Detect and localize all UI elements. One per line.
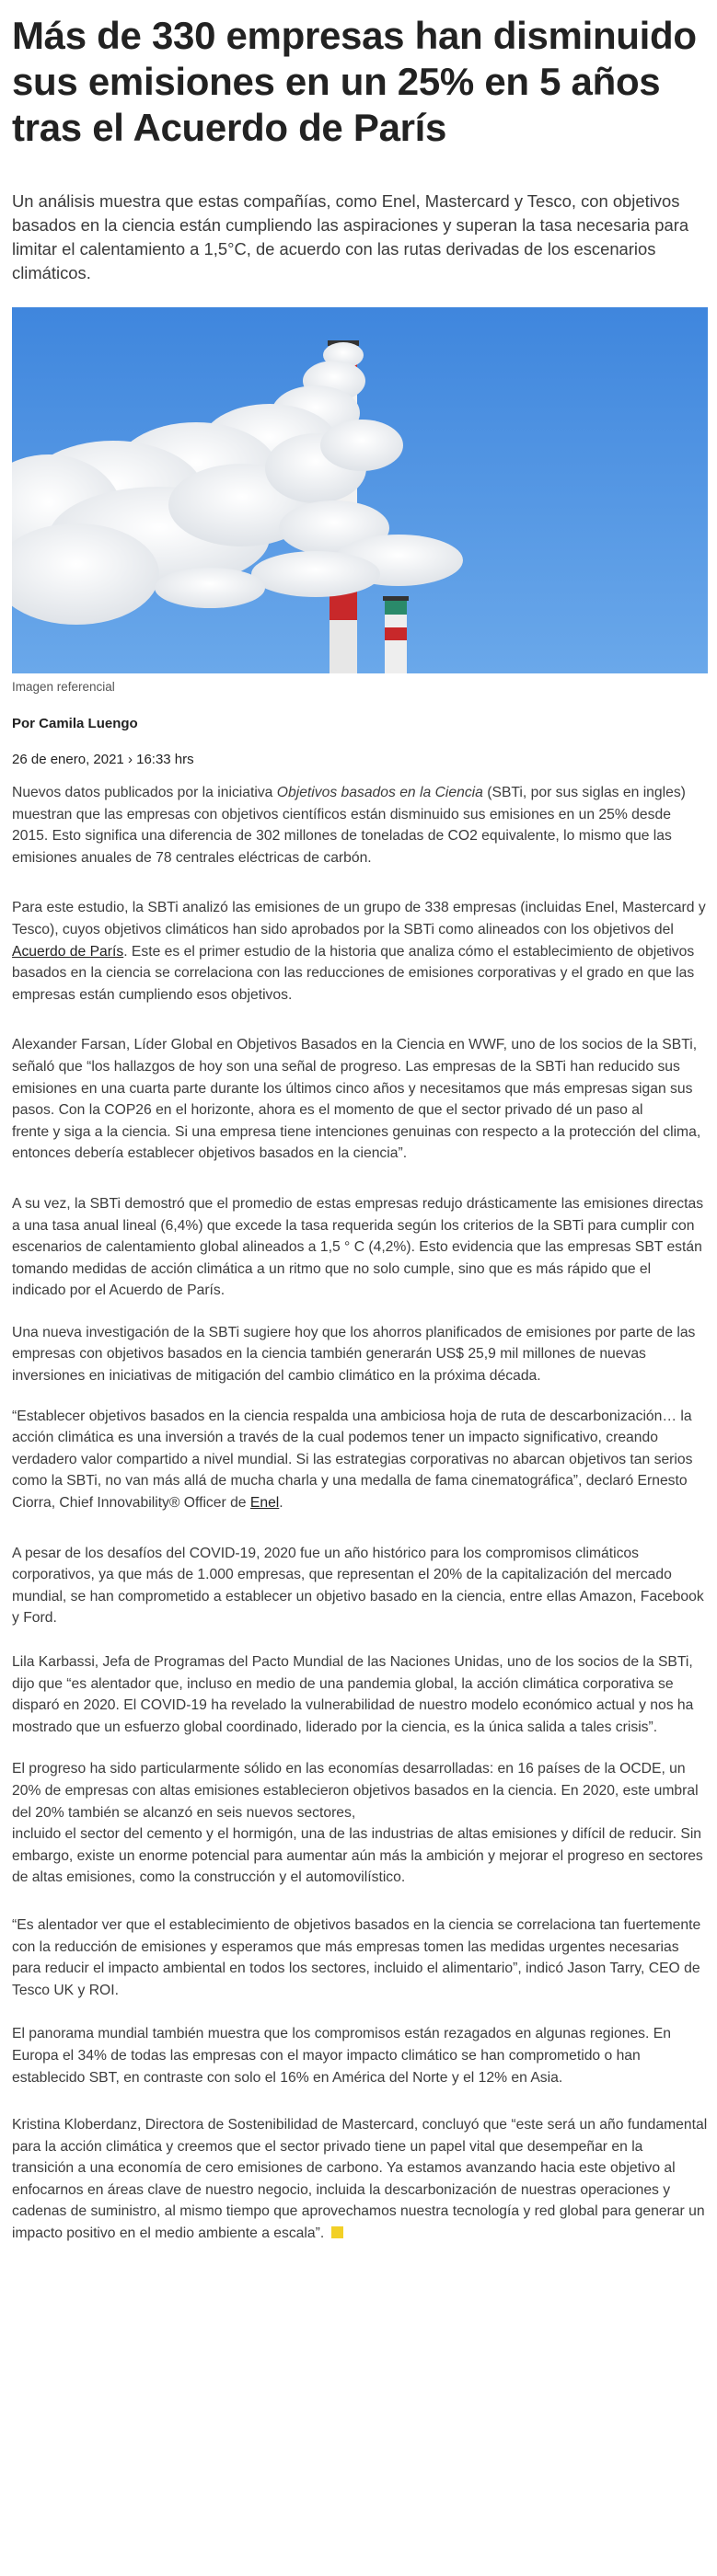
article-title: Más de 330 empresas han disminuido sus emisiones en un 25% en 5 años tras el Acuerdo de París [12, 14, 697, 149]
paragraph: El panorama mundial también muestra que los compromisos están rezagados en algunas regiones. En Europa el 34% de todas las empresas con el mayor impacto climático se han comprometido o han establecido SBT, en contraste con solo el 16% en América del Norte y el 12% en Asia. [12, 2026, 671, 2086]
paragraph: Alexander Farsan, Líder Global en Objetivos Basados en la Ciencia en WWF, uno de los socios de la SBTi, señaló que “los hallazgos de hoy son una señal de progreso. Las empresas de la SBTi han reducido sus emisiones en una cuarta parte durante los últimos cinco años y necesitamos que más empresas sigan sus pasos. Con la COP26 en el horizonte, ahora es el momento de que el sector privado dé un paso al frente y siga a la ciencia. Si una empresa tiene intenciones genuinas con respecto a la protección del clima, entonces debería establecer objetivos basados en la ciencia”. [12, 1037, 701, 1162]
article [0, 13, 717, 2245]
paragraph: “Establecer objetivos basados en la ciencia respalda una ambiciosa hoja de ruta de descarbonización… la acción climática es una inversión a través de la cual podemos tener un impacto significativo, creando verdadero valor compartido a nivel mundial. Si las estrategias corporativas no abarcan objetivos tan serios como la SBTi, no van más allá de mucha charla y una medalla de fama cinematográfica”, declaró Ernesto Ciorra, Chief Innovability® Officer de Enel. [12, 1408, 693, 1512]
acuerdo-de-paris-link[interactable]: Acuerdo de París [12, 943, 124, 960]
article-body [12, 782, 708, 2245]
author-byline: Por Camila Luengo [12, 716, 138, 731]
article-lead: Un análisis muestra que estas compañías, como Enel, Mastercard y Tesco, con objetivos basados en la ciencia están cumpliendo las aspiraciones y superan la tasa necesaria para limitar el calentamiento a 1,5°C, de acuerdo con las rutas derivadas de los escenarios climáticos. [12, 191, 689, 282]
end-of-article-mark [331, 2226, 343, 2238]
paragraph: Kristina Kloberdanz, Directora de Sostenibilidad de Mastercard, concluyó que “este será un año fundamental para la acción climática y creemos que el sector privado tiene un papel vital que desempeñar en la transición a una economía de cero emisiones de carbono. Ya estamos avanzando hacia este objetivo al enfocarnos en áreas clave de nuestro negocio, incluida la descarbonización de nuestras operaciones y cadenas de suministro, al mismo tiempo que aprovechamos nuestra tecnología y red global para generar un impacto positivo en el medio ambiente a escala”. [12, 2117, 708, 2242]
paragraph: Para este estudio, la SBTi analizó las emisiones de un grupo de 338 empresas (incluidas Enel, Mastercard y Tesco), cuyos objetivos climáticos han sido aprobados por la SBTi como alineados con los objetivos del Acuerdo de París. Este es el primer estudio de la historia que analiza cómo el establecimiento de objetivos basados en la ciencia se correlaciona con las reducciones de emisiones corporativas y el grado en que las empresas están cumpliendo esos objetivos. [12, 900, 706, 1003]
enel-link[interactable]: Enel [249, 1495, 280, 1512]
paragraph: El progreso ha sido particularmente sólido en las economías desarrolladas: en 16 países de la OCDE, un 20% de empresas con altas emisiones establecieron objetivos basados en la ciencia. En 2020, este umbral del 20% también se alcanzó en seis nuevos sectores, incluido el sector del cemento y el hormigón, una de las industrias de altas emisiones y difícil de reducir. Sin embargo, existe un enorme potencial para aumentar aún más la ambición y mejorar el progreso en sectores de altas emisiones, como la construcción y el automovilístico. [12, 1761, 703, 1886]
smokestack-illustration [12, 307, 708, 673]
paragraph: A pesar de los desafíos del COVID-19, 2020 fue un año histórico para los compromisos climáticos corporativos, ya que más de 1.000 empresas, que representan el 20% de la capitalización del mercado mundial, se han comprometido a establecer un objetivo basado en la ciencia, entre ellas Amazon, Facebook y Ford. [12, 1545, 704, 1627]
image-caption: Imagen referencial [12, 680, 115, 694]
paragraph: Lila Karbassi, Jefa de Programas del Pacto Mundial de las Naciones Unidas, uno de los socios de la SBTi, dijo que “es alentador que, incluso en medio de una pandemia global, la acción climática corporativa se disparó en 2020. El COVID-19 ha revelado la vulnerabilidad de nuestro modelo económico actual y nos ha mostrado que un esfuerzo global coordinado, liderado por la ciencia, es la única salida a tales crisis”. [12, 1654, 694, 1735]
paragraph: A su vez, la SBTi demostró que el promedio de estas empresas redujo drásticamente las emisiones directas a una tasa anual lineal (6,4%) que excede la tasa requerida según los criterios de la SBTi para cumplir con escenarios de calentamiento global alineados a 1,5 ° C (4,2%). Esto evidencia que las empresas SBT están tomando medidas de acción climática a un ritmo que no solo cumple, sino que es más rápido que el indicado por el Acuerdo de París. [12, 1195, 704, 1299]
paragraph: Nuevos datos publicados por la iniciativa Objetivos basados en la Ciencia (SBTi, por sus siglas en ingles) muestran que las empresas con objetivos científicos están disminuido sus emisiones en un 25% desde 2015. Esto significa una diferencia de 302 millones de toneladas de CO2 equivalente, lo mismo que las emisiones anuales de 78 centrales eléctricas de carbón. [12, 785, 686, 866]
hero-image [12, 307, 708, 673]
paragraph: “Es alentador ver que el establecimiento de objetivos basados en la ciencia se correlaciona tan fuertemente con la reducción de emisiones y esperamos que más empresas tomen las medidas urgentes necesarias para reducir el impacto ambiental en todos los sectores, incluido el alimentario”, indicó Jason Tarry, CEO de Tesco UK y ROI. [12, 1916, 701, 1998]
paragraph: Una nueva investigación de la SBTi sugiere hoy que los ahorros planificados de emisiones por parte de las empresas con objetivos basados en la ciencia también generarán US$ 25,9 mil millones de nuevas inversiones en iniciativas de mitigación del cambio climático en la próxima década. [12, 1324, 696, 1385]
publish-date: 26 de enero, 2021 › 16:33 hrs [12, 752, 194, 767]
secondary-chimney [383, 596, 409, 673]
